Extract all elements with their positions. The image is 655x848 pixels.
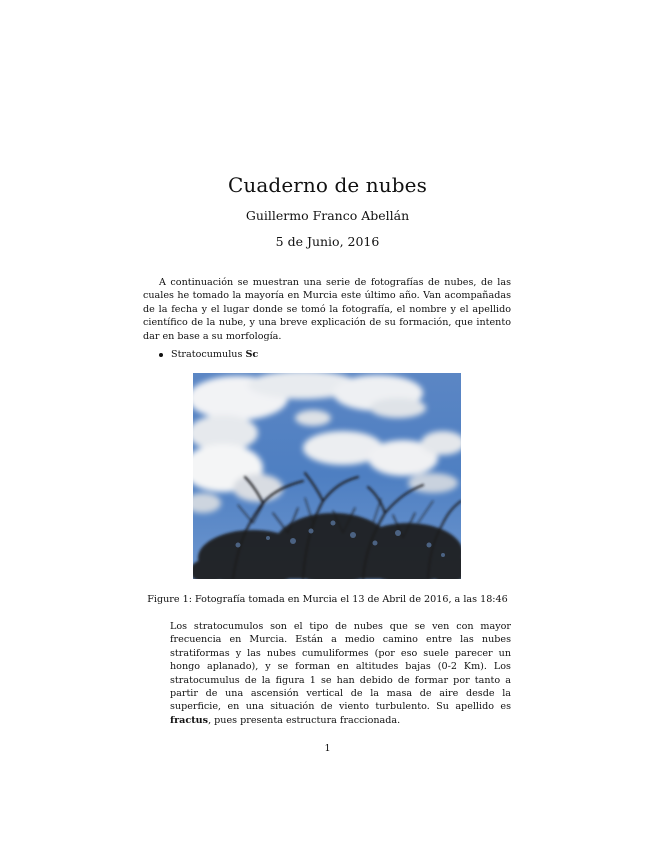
bullet-label: Stratocumulus [171,349,243,360]
body-bold-word: fractus [170,714,209,726]
body-paragraph [170,620,511,727]
body-text-before: Los stratocumulos son el tipo de nubes que se ven con mayor frecuencia en Murcia. Están a medio camino entre las nubes stratiformas y las nubes cumuliformes (por eso suele parecer un hongo aplanado), y se forman en altitudes bajas (0-2 Km). Los stratocumulus de la figura 1 se han debido de formar por tanto a partir de una ascensión vertical de la masa de aire desde la superficie, en una situación de viento turbulento. Su apellido es [170,621,511,713]
page-number: 1 [324,743,331,754]
figure-caption: Figure 1: Fotografía tomada en Murcia el 13 de Abril de 2016, a las 18:46 [147,594,508,605]
author-name: Guillermo Franco Abellán [245,208,410,223]
abstract-paragraph: A continuación se muestran una serie de fotografías de nubes, de las cuales he tomado la mayoría en Murcia este último año. Van acompañadas de la fecha y el lugar donde se tomó la fotografía, el nombre y el apellido científico de la nube, y una breve explicación de su formación, que intento dar en base a su morfología. [143,277,511,342]
page-title: Cuaderno de nubes [228,173,427,197]
bullet-abbreviation: Sc [245,349,259,360]
body-text-after: , pues presenta estructura fraccionada. [208,714,401,726]
document-date: 5 de Junio, 2016 [275,234,380,249]
bullet-dot [159,353,163,357]
cloud-photo [193,373,461,579]
bullet-item [159,349,258,360]
